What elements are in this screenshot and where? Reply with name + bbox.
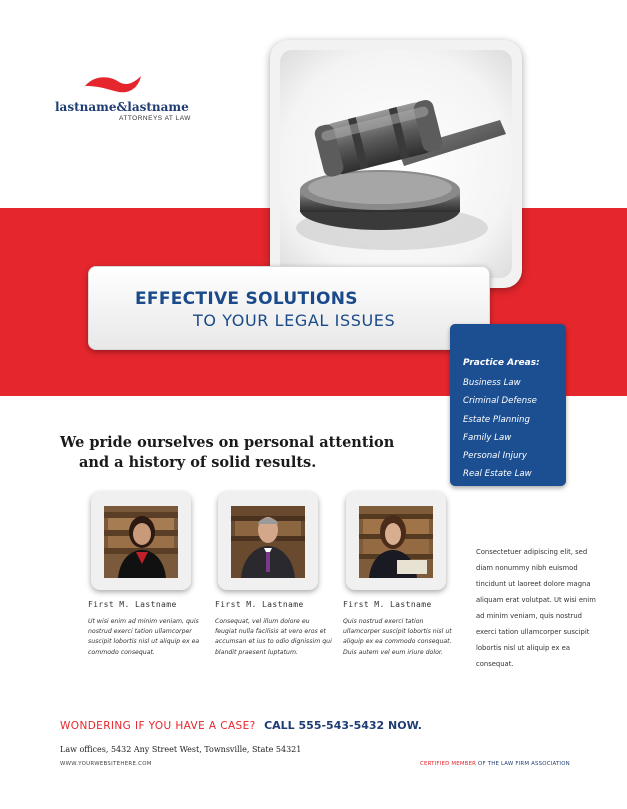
tagline <box>60 433 394 473</box>
practice-areas-panel <box>450 324 566 486</box>
gavel-image <box>280 50 512 278</box>
headline-panel <box>88 266 490 350</box>
certification-note <box>420 761 570 767</box>
certified-prefix: CERTIFIED MEMBER <box>420 761 477 767</box>
practice-area-item: Real Estate Law <box>463 469 532 480</box>
firm-subtitle: ATTORNEYS AT LAW <box>119 115 191 122</box>
firm-name: lastname&lastname <box>55 100 189 114</box>
hero-photo-frame <box>270 40 522 288</box>
headline-secondary: TO YOUR LEGAL ISSUES <box>193 311 396 330</box>
attorney-photo <box>231 506 305 578</box>
attorney-photo-frame <box>218 492 318 590</box>
practice-area-item: Personal Injury <box>463 451 528 462</box>
side-paragraph: Consectetuer adipiscing elit, sed diam nonummy nibh euismod tincidunt ut laoreet dolore magna aliquam erat volutpat. Ut wisi enim ad minim veniam, quis nostrud exerci tation ullamcorper suscipit lobortis nisl ut aliquip ex ea consequat. <box>476 548 596 668</box>
tagline-line1: We pride ourselves on personal attention <box>60 434 395 451</box>
practice-area-item: Estate Planning <box>463 414 530 425</box>
attorney-bio: Quis nostrud exerci tation ullamcorper suscipit lobortis nisl ut aliquip ex ea commodo consequat. Duis autem vel eum iriure dolor. <box>343 618 452 656</box>
tagline-line2: and a history of solid results. <box>79 454 317 471</box>
attorney-name: First M. Lastname <box>215 600 304 609</box>
practice-area-item: Criminal Defense <box>463 396 537 407</box>
attorney-name: First M. Lastname <box>343 600 432 609</box>
attorney-name: First M. Lastname <box>88 600 177 609</box>
attorney-photo <box>104 506 178 578</box>
attorney-photo-frame <box>346 492 446 590</box>
certified-suffix: OF THE LAW FIRM ASSOCIATION <box>476 761 570 767</box>
flag-swoosh-icon <box>83 72 143 98</box>
practice-areas-title: Practice Areas: <box>463 358 540 368</box>
practice-area-item: Family Law <box>463 432 512 443</box>
attorney-bio: Ut wisi enim ad minim veniam, quis nostrud exerci tation ullamcorper suscipit lobortis nisl ut aliquip ex ea commodo consequat. <box>88 618 200 656</box>
office-address: Law offices, 5432 Any Street West, Townsville, State 54321 <box>60 745 302 754</box>
attorney-bio: Consequat, vel illum dolore eu feugiat nulla facilisis at vero eros et accumsan et ius to odio dignissim qui blandit praesent luptatum. <box>215 618 332 656</box>
cta-question: WONDERING IF YOU HAVE A CASE? <box>60 720 256 732</box>
call-to-action <box>60 716 422 734</box>
attorney-photo <box>359 506 433 578</box>
practice-area-item: Business Law <box>463 378 521 388</box>
cta-phone[interactable]: CALL 555-543-5432 NOW. <box>264 719 422 732</box>
attorney-photo-frame <box>91 492 191 590</box>
website-link[interactable]: WWW.YOURWEBSITEHERE.COM <box>60 761 152 767</box>
headline-primary: EFFECTIVE SOLUTIONS <box>135 289 358 309</box>
